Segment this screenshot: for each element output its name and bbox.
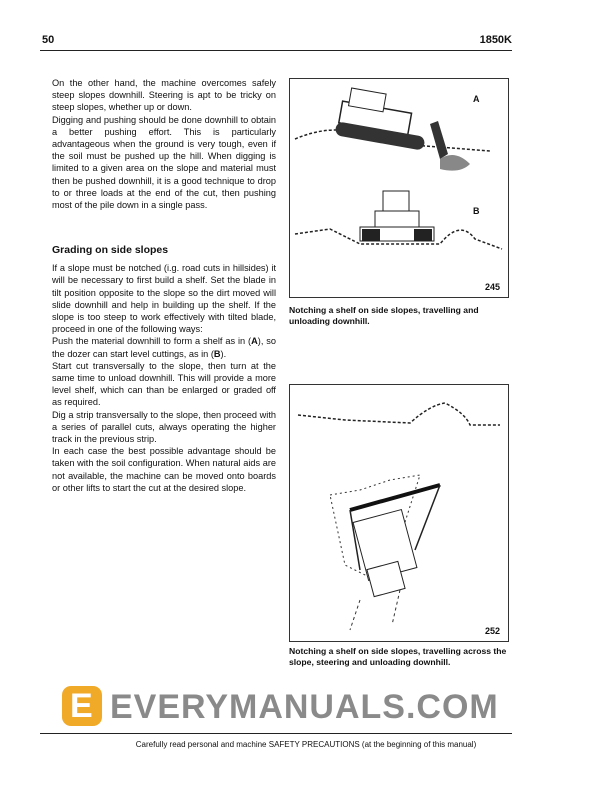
figure-label-b: B (473, 206, 480, 216)
section-title: Grading on side slopes (52, 244, 169, 256)
watermark: EVERYMANUALS.COM (110, 688, 499, 726)
grading-section (52, 244, 276, 494)
paragraph: In each case the best possible advantage should be taken with the soil configuration. When natural aids are not available, the machine can be moved onto boards or other lifts to start the cut at the desired slope. (52, 446, 276, 493)
paragraph: Dig a strip transversally to the slope, then proceed with a series of parallel cuts, always operating the higher track in the previous strip. (52, 409, 276, 445)
intro-text (52, 77, 276, 211)
figure-252 (289, 384, 509, 642)
figure-caption: Notching a shelf on side slopes, travelling and unloading downhill. (289, 305, 479, 326)
watermark-logo: E (62, 686, 102, 726)
footer-rule (40, 733, 512, 734)
model-name: 1850K (479, 34, 512, 46)
bulldozer-illustration (290, 79, 508, 297)
header-rule (40, 50, 512, 51)
figure-245 (289, 78, 509, 298)
figure-number: 252 (484, 626, 500, 636)
figure-label-a: A (473, 94, 480, 104)
paragraph: On the other hand, the machine overcomes safely steep slopes downhill. Steering is apt to be tricky on steep slopes, whether up or down. (52, 78, 276, 113)
page-number: 50 (42, 34, 55, 46)
bulldozer-top-view-illustration (290, 385, 508, 641)
figure-caption: Notching a shelf on side slopes, travelling across the slope, steering and unloading downhill. (289, 646, 507, 667)
footer-text: Carefully read personal and machine SAFETY PRECAUTIONS (at the beginning of this manual) (135, 740, 477, 749)
paragraph: Digging and pushing should be done downhill to obtain a better pushing effort. This is particularly advantageous when the ground is very tough, even if the soil must be pushed up the hill. When digging is limited to a given area on the slope and material must then be pushed downhill, it is a good technique to drop to or three loads at the end of the cut, then pushing most of the pile down in a single pass. (52, 114, 276, 211)
paragraph: If a slope must be notched (i.g. road cuts in hillsides) it will be necessary to first build a shelf. Set the blade in tilt position opposite to the slope so the dirt moved will slide downhill and help in building up the shelf. If the slope is too steep to work effectively with tilted blade, proceed in one of the following ways: (52, 263, 276, 335)
paragraph: Push the material downhill to form a shelf as in (A), so the dozer can start level cuttings, as in (B). (52, 336, 276, 359)
paragraph: Start cut transversally to the slope, then turn at the same time to unload downhill. This will provide a more level shelf, which can than be enlarged or graded off as required. (52, 360, 276, 408)
figure-number: 245 (484, 282, 500, 292)
